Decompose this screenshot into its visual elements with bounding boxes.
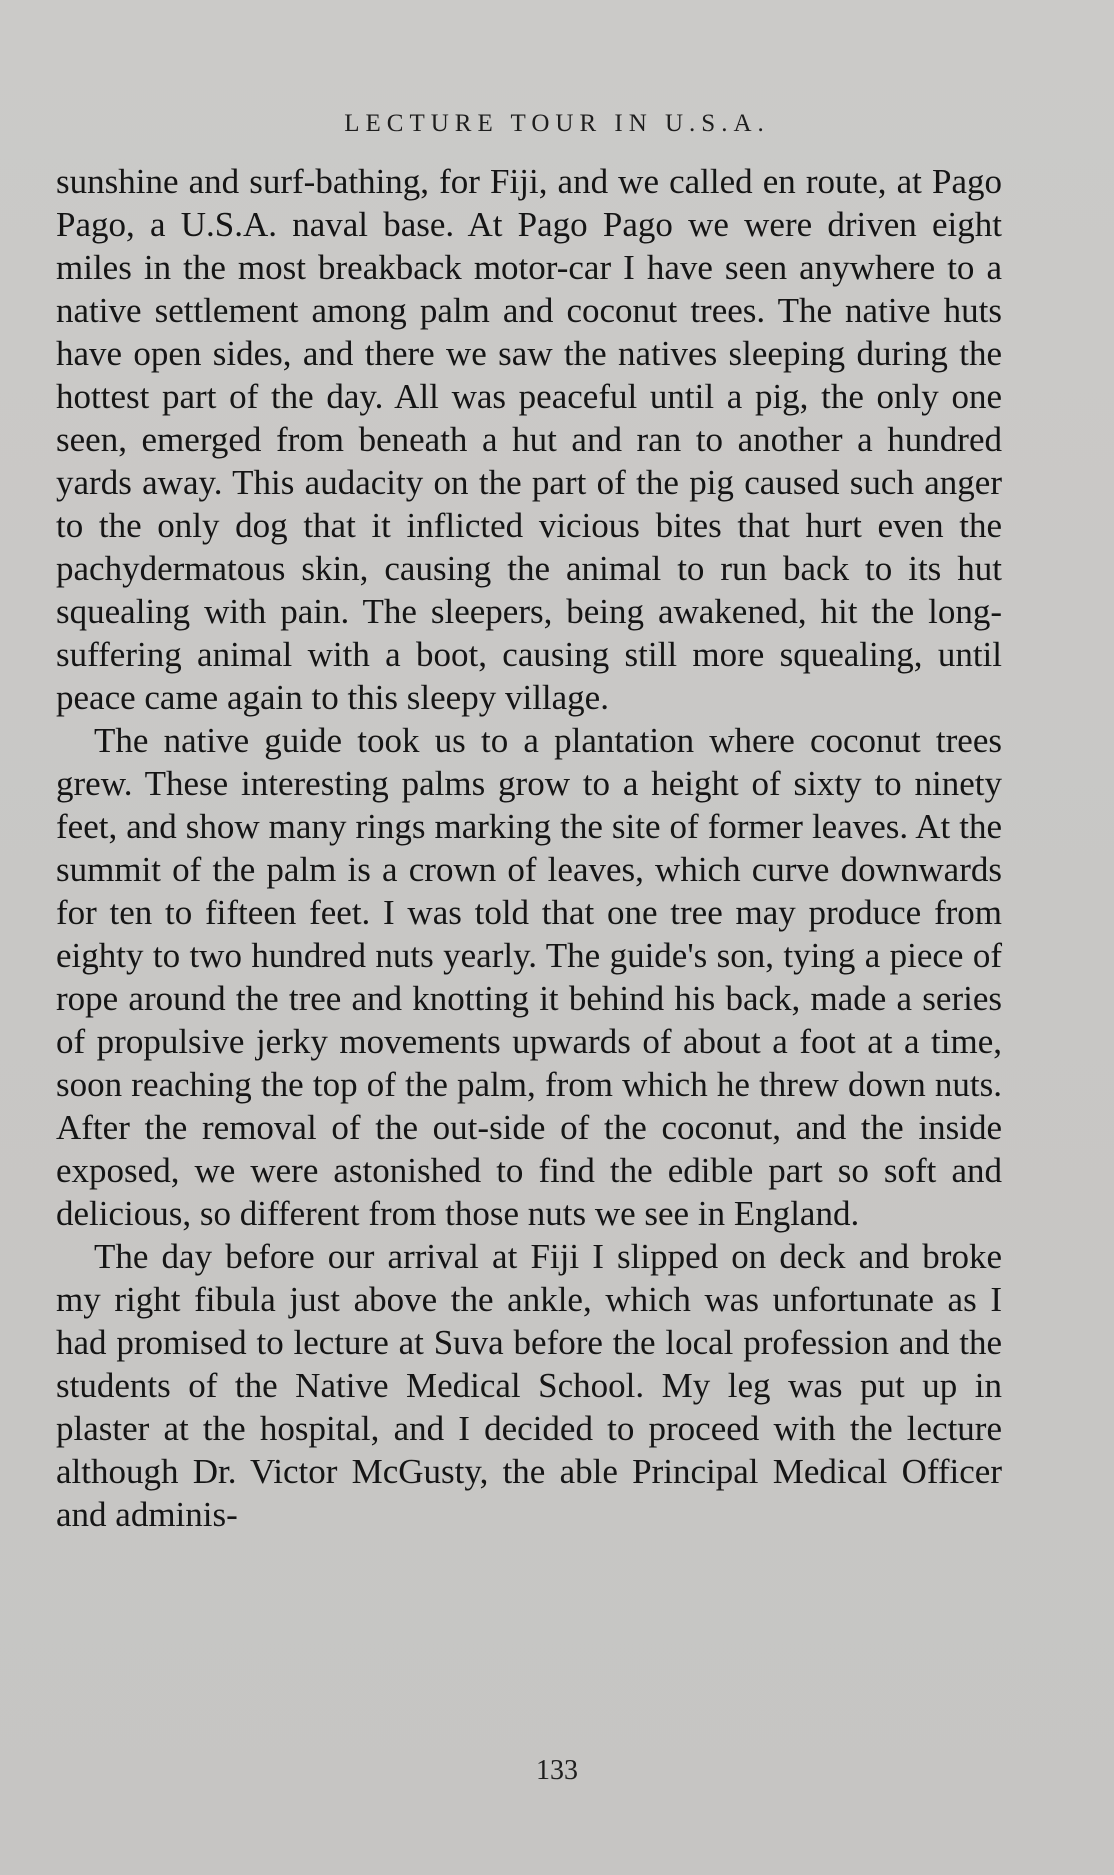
paragraph-3: The day before our arrival at Fiji I slipped on deck and broke my right fibula just above the ankle, which was unfortunate as I had promised to lecture at Suva before the local profession and the students of the Native Medical School. My leg was put up in plaster at the hospital, and I decided to proceed with the lecture although Dr. Victor McGusty, the able Principal Medical Officer and adminis- — [56, 1237, 1002, 1534]
page-number: 133 — [536, 1755, 578, 1786]
running-head: LECTURE TOUR IN U.S.A. — [344, 110, 770, 137]
paragraph-1: sunshine and surf-bathing, for Fiji, and we called en route, at Pago Pago, a U.S.A. naval base. At Pago Pago we were driven eight miles in the most breakback motor-car I have seen anywhere to a native settlement among palm and coconut trees. The native huts have open sides, and there we saw the natives sleeping during the hottest part of the day. All was peaceful until a pig, the only one seen, emerged from beneath a hut and ran to another a hundred yards away. This audacity on the part of the pig caused such anger to the only dog that it inflicted vicious bites that hurt even the pachydermatous skin, causing the animal to run back to its hut squealing with pain. The sleepers, being awakened, hit the long-suffering animal with a boot, causing still more squealing, until peace came again to this sleepy village. — [56, 162, 1002, 717]
paragraph-2: The native guide took us to a plantation where coconut trees grew. These interesting palms grow to a height of sixty to ninety feet, and show many rings marking the site of former leaves. At the summit of the palm is a crown of leaves, which curve downwards for ten to fifteen feet. I was told that one tree may produce from eighty to two hundred nuts yearly. The guide's son, tying a piece of rope around the tree and knotting it behind his back, made a series of propulsive jerky movements upwards of about a foot at a time, soon reaching the top of the palm, from which he threw down nuts. After the removal of the out-side of the coconut, and the inside exposed, we were astonished to find the edible part so soft and delicious, so different from those nuts we see in England. — [56, 721, 1002, 1233]
body-text — [56, 160, 1002, 1536]
